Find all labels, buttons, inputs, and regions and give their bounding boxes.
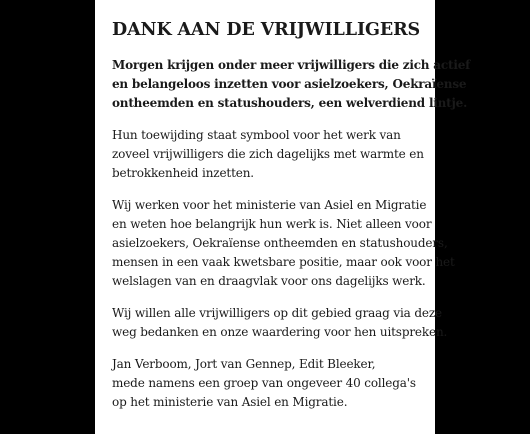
signature-block — [112, 355, 421, 412]
body-line: welslagen van en draagvlak voor ons dagelijks werk. — [112, 274, 426, 288]
lead-line: ontheemden en statushouders, een welverdiend lintje. — [112, 96, 468, 110]
body-line: betrokkenheid inzetten. — [112, 166, 254, 180]
signature-line: mede namens een groep van ongeveer 40 collega's — [112, 376, 416, 390]
lead-line: en belangeloos inzetten voor asielzoekers, Oekraïense — [112, 77, 467, 91]
body-line: en weten hoe belangrijk hun werk is. Niet alleen voor — [112, 217, 432, 231]
body-line: asielzoekers, Oekraïense ontheemden en statushouders, — [112, 236, 448, 250]
signature-line: Jan Verboom, Jort van Gennep, Edit Bleeker, — [112, 357, 376, 371]
body-line: Hun toewijding staat symbool voor het werk van — [112, 128, 401, 142]
body-line: weg bedanken en onze waardering voor hen uitspreken. — [112, 325, 448, 339]
body-paragraph-3 — [112, 304, 448, 342]
lead-paragraph — [112, 56, 471, 113]
body-line: zoveel vrijwilligers die zich dagelijks met warmte en — [112, 147, 424, 161]
body-line: mensen in een vaak kwetsbare positie, maar ook voor het — [112, 255, 455, 269]
body-paragraph-2 — [112, 196, 455, 291]
body-paragraph-1 — [112, 126, 424, 183]
page-title: DANK AAN DE VRIJWILLIGERS — [112, 20, 421, 40]
lead-line: Morgen krijgen onder meer vrijwilligers die zich actief — [112, 58, 471, 72]
body-line: Wij willen alle vrijwilligers op dit gebied graag via deze — [112, 306, 442, 320]
signature-line: op het ministerie van Asiel en Migratie. — [112, 395, 348, 409]
advertisement-panel — [95, 0, 471, 434]
body-line: Wij werken voor het ministerie van Asiel en Migratie — [112, 198, 427, 212]
